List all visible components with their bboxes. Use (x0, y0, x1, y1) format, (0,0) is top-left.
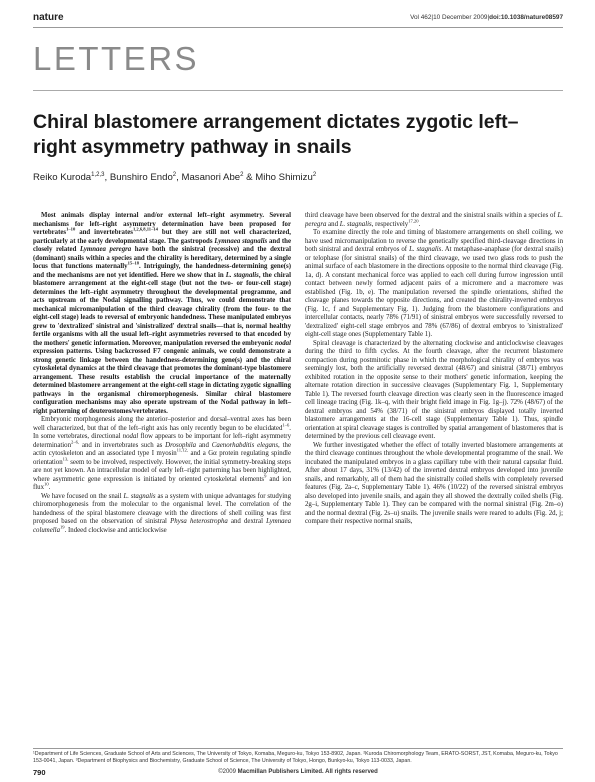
copyright-text: Macmillan Publishers Limited. All rights reserved (237, 769, 378, 775)
running-footer (33, 768, 563, 778)
section-rule (33, 90, 563, 91)
left-body (33, 416, 291, 535)
doi-link[interactable]: doi:10.1038/nature08597 (489, 14, 563, 21)
author-name: Masanori Abe (181, 172, 241, 183)
right-column (305, 212, 563, 527)
body-paragraph: Spiral cleavage is characterized by the alternating clockwise and anticlockwise cleavages during the third to fifth cycles. At the fourth cleavage, after the recurrent blastomere compaction during postmitotic phase in which the morphological chirality of embryos was seemingly lost, both the artificially reversed dextral (48/67) and sinistral (38/71) embryos exhibited rotation in the opposite sense to their mothers' genetic information, keeping the alternate rotation direction in successive cleavages (Supplementary Fig. 1, Supplementary Table 1). The reversed fourth cleavage direction was clearly seen in the fluorescence imaged cell lineage tracing (Fig. 1k–q, with their bright field image in Fig. 1g–j). 72% (48/67) of the dextral embryos and 54% (38/71) of the sinistral embryos displayed totally inverted blastomere arrangements at the 16-cell stage (Supplementary Table 1). Thus, spindle orientation at spiral cleavage stages is controlled by spatial arrangement of blastomeres that is determined by the previous cell cleavage event. (305, 339, 563, 440)
body-paragraph: We further investigated whether the effect of totally inverted blastomere arrangements at the third cleavage continues throughout the whole developmental programme of the snail. We incubated the manipulated embryos in a glass capillary tube with their natural capsular fluid. After about 17 days, 31% (13/42) of the inverted dextral embryos developed into juvenile snails, and remarkably, all of them had the sinistrally coiled shells with completely reversed features (Fig. 2a–c, Supplementary Table 1). 46% (10/22) of the reversed sinistral embryos also developed into juvenile snails, and again they all showed the dextrally coiled shells (Fig. 2g–i, Supplementary Table 1). They can be compared with the normal sinistral (Fig. 2m–o) and the normal dextral (Fig. 2s–u) snails. The juvenile snails were reared to adults (Fig. 2d, j; compare their respective normal snails, (305, 441, 563, 525)
article-title: Chiral blastomere arrangement dictates zygotic left–right asymmetry pathway in snails (33, 111, 519, 158)
author-affiliation: 2 (172, 171, 177, 178)
journal-name: nature (33, 12, 64, 23)
left-column (33, 212, 291, 535)
author-name: Bunshiro Endo (109, 172, 173, 183)
issue-date: 10 December 2009 (433, 14, 488, 21)
author-affiliation: 2 (240, 171, 244, 178)
author-name: Reiko Kuroda (33, 172, 92, 183)
author-affiliation: 1,2,3 (91, 171, 105, 178)
volume: Vol 462 (410, 14, 432, 21)
body-paragraph: To examine directly the role and timing of blastomere arrangements on shell coiling, we have used micromanipulation to reverse the genetically specified third-cleavage directions in both sinistral and dextral embryos of L. stagnalis. At metaphase-anaphase (for dextral snails) or telophase (for sinistral snails) of the third cleavage, we used two glass rods to push the animal surface of each blastomere in the directions opposite to the normal third cleavage (Fig. 1a, d). A constant mechanical force was applied to each cell during furrow ingression until contact between newly formed adjacent pairs of a micromere and a macromere was established (Fig. 1b, e). The manipulation reversed the spindle orientations, shifted the cleavage planes towards the opposite directions, and created the chirality-inverted embryos (Fig. 1c, f and Supplementary Fig. 1). Judging from the blastomere configurations and intercellular contacts, nearly 78% (71/91) of sinistral embryos were successfully reversed to 'dextralized' eight-cell stage embryos and 78% (67/86) of dextral embryos to 'sinistralized' eight-cell stage ones (Supplementary Table 1). (305, 229, 563, 338)
right-body (305, 212, 563, 527)
copyright-year: 2009 (222, 769, 236, 775)
section-label: LETTERS (33, 40, 200, 77)
body-paragraph: third cleavage have been observed for the dextral and the sinistral snails within a species of L. peregra and L. stagnalis, respectively$^{17,20}$. (305, 212, 563, 228)
author-affiliation: 2 (312, 171, 317, 178)
copyright-line: ©2009 Macmillan Publishers Limited. All rights reserved (218, 769, 378, 775)
running-header (33, 10, 563, 26)
page-number: 790 (33, 768, 46, 777)
footnote-rule (33, 748, 563, 749)
abstract: Most animals display internal and/or external left–right asymmetry. Several mechanisms for left–right asymmetry determination have been proposed for vertebrates$^{1-10}$ and invertebrates$^{1,2,6,8,11-14}$ but they are still not well characterized, particularly at the early developmental stage. The gastropods Lymnaea stagnalis and the closely related Lymnaea peregra have both the sinistral (recessive) and the dextral (dominant) snails within a species and the chirality is hereditary, determined by a single locus that functions maternally$^{15-18}$. Intriguingly, the handedness-determining gene(s) and the mechanisms are not yet identified. Here we show that in L. stagnalis, the chiral blastomere arrangement at the eight-cell stage (but not the two- or four-cell stage) determines the left–right asymmetry throughout the developmental programme, and acts upstream of the Nodal signalling pathway. Thus, we could demonstrate that mechanical micromanipulation of the third cleavage chirality (from the four- to the eight-cell stage) leads to reversal of embryonic handedness. These manipulated embryos grew to 'dextralized' sinistral and 'sinistralized' dextral snails—that is, normal healthy fertile organisms with all the usual left–right asymmetries reversed to that encoded by the mothers' genetic information. Moreover, manipulation reversed the embryonic nodal expression patterns. Using backcrossed F7 congenic animals, we could demonstrate a strong genetic linkage between the handedness-determining gene(s) and the chiral cytoskeletal dynamics at the third cleavage that promotes the dominant-type blastomere arrangement. These results establish the crucial importance of the maternally determined blastomere arrangement at the eight-cell stage in dictating zygotic signalling pathways in the organismal chiromorphogenesis. Similar chiral blastomere configuration mechanisms may also operate upstream of the Nodal pathway in left–right patterning of deuterostomes/vertebrates. (33, 212, 291, 415)
body-paragraph: We have focused on the snail L. stagnalis as a system with unique advantages for studying chiromorphogenesis from the molecular to the organismal level. The correlation of the handedness of the spiral blastomere cleavage with the directions of shell coiling was first proposed based on the observation of sinistral Physa heterostropha and dextral Lymnaea columella$^{19}$. Indeed clockwise and anticlockwise (33, 492, 292, 534)
author-name: Miho Shimizu (255, 172, 313, 183)
header-rule (33, 27, 563, 28)
citation-line: Vol 462|10 December 2009|doi:10.1038/nature08597 (410, 14, 563, 21)
body-paragraph: Embryonic morphogenesis along the anterior–posterior and dorsal–ventral axes has been well characterized, but that of the left–right axis has only recently begun to be elucidated$^{1-6}$. In some vertebrates, directional nodal flow appears to be important for left–right asymmetry determination$^{2-6,}$ and in invertebrates such as Drosophila and Caenorhabditis elegans, the actin cytoskeleton and an associated type I myosin$^{11,12,}$ and a Gα protein regulating spindle orientation$^{13,}$ seem to be involved, respectively. However, the initial symmetry-breaking steps are not yet known. An intracellular model of early left–right patterning has been highlighted, where asymmetric gene expression is initiated by oriented cytoskeletal elements$^9$ and ion flux$^{10}$. (33, 416, 291, 491)
author-list: Reiko Kuroda$^{1,2,3}$, Bunshiro Endo$^2$, Masanori Abe$^2$ & Miho Shimizu$^2$ (33, 171, 317, 183)
affiliations-footnote: ¹Department of Life Sciences, Graduate School of Arts and Sciences, The University of Tokyo, Komaba, Meguro-ku, Tokyo 153-8902, Japan. ²Kuroda Chiromorphology Team, ERATO-SORST, JST, Komaba, Meguro-ku, Tokyo 153-0041, Japan. ³Department of Biophysics and Biochemistry, Graduate School of Science, The University of Tokyo, Hongo, Bunkyo-ku, Tokyo 113-0033, Japan. (33, 751, 558, 764)
